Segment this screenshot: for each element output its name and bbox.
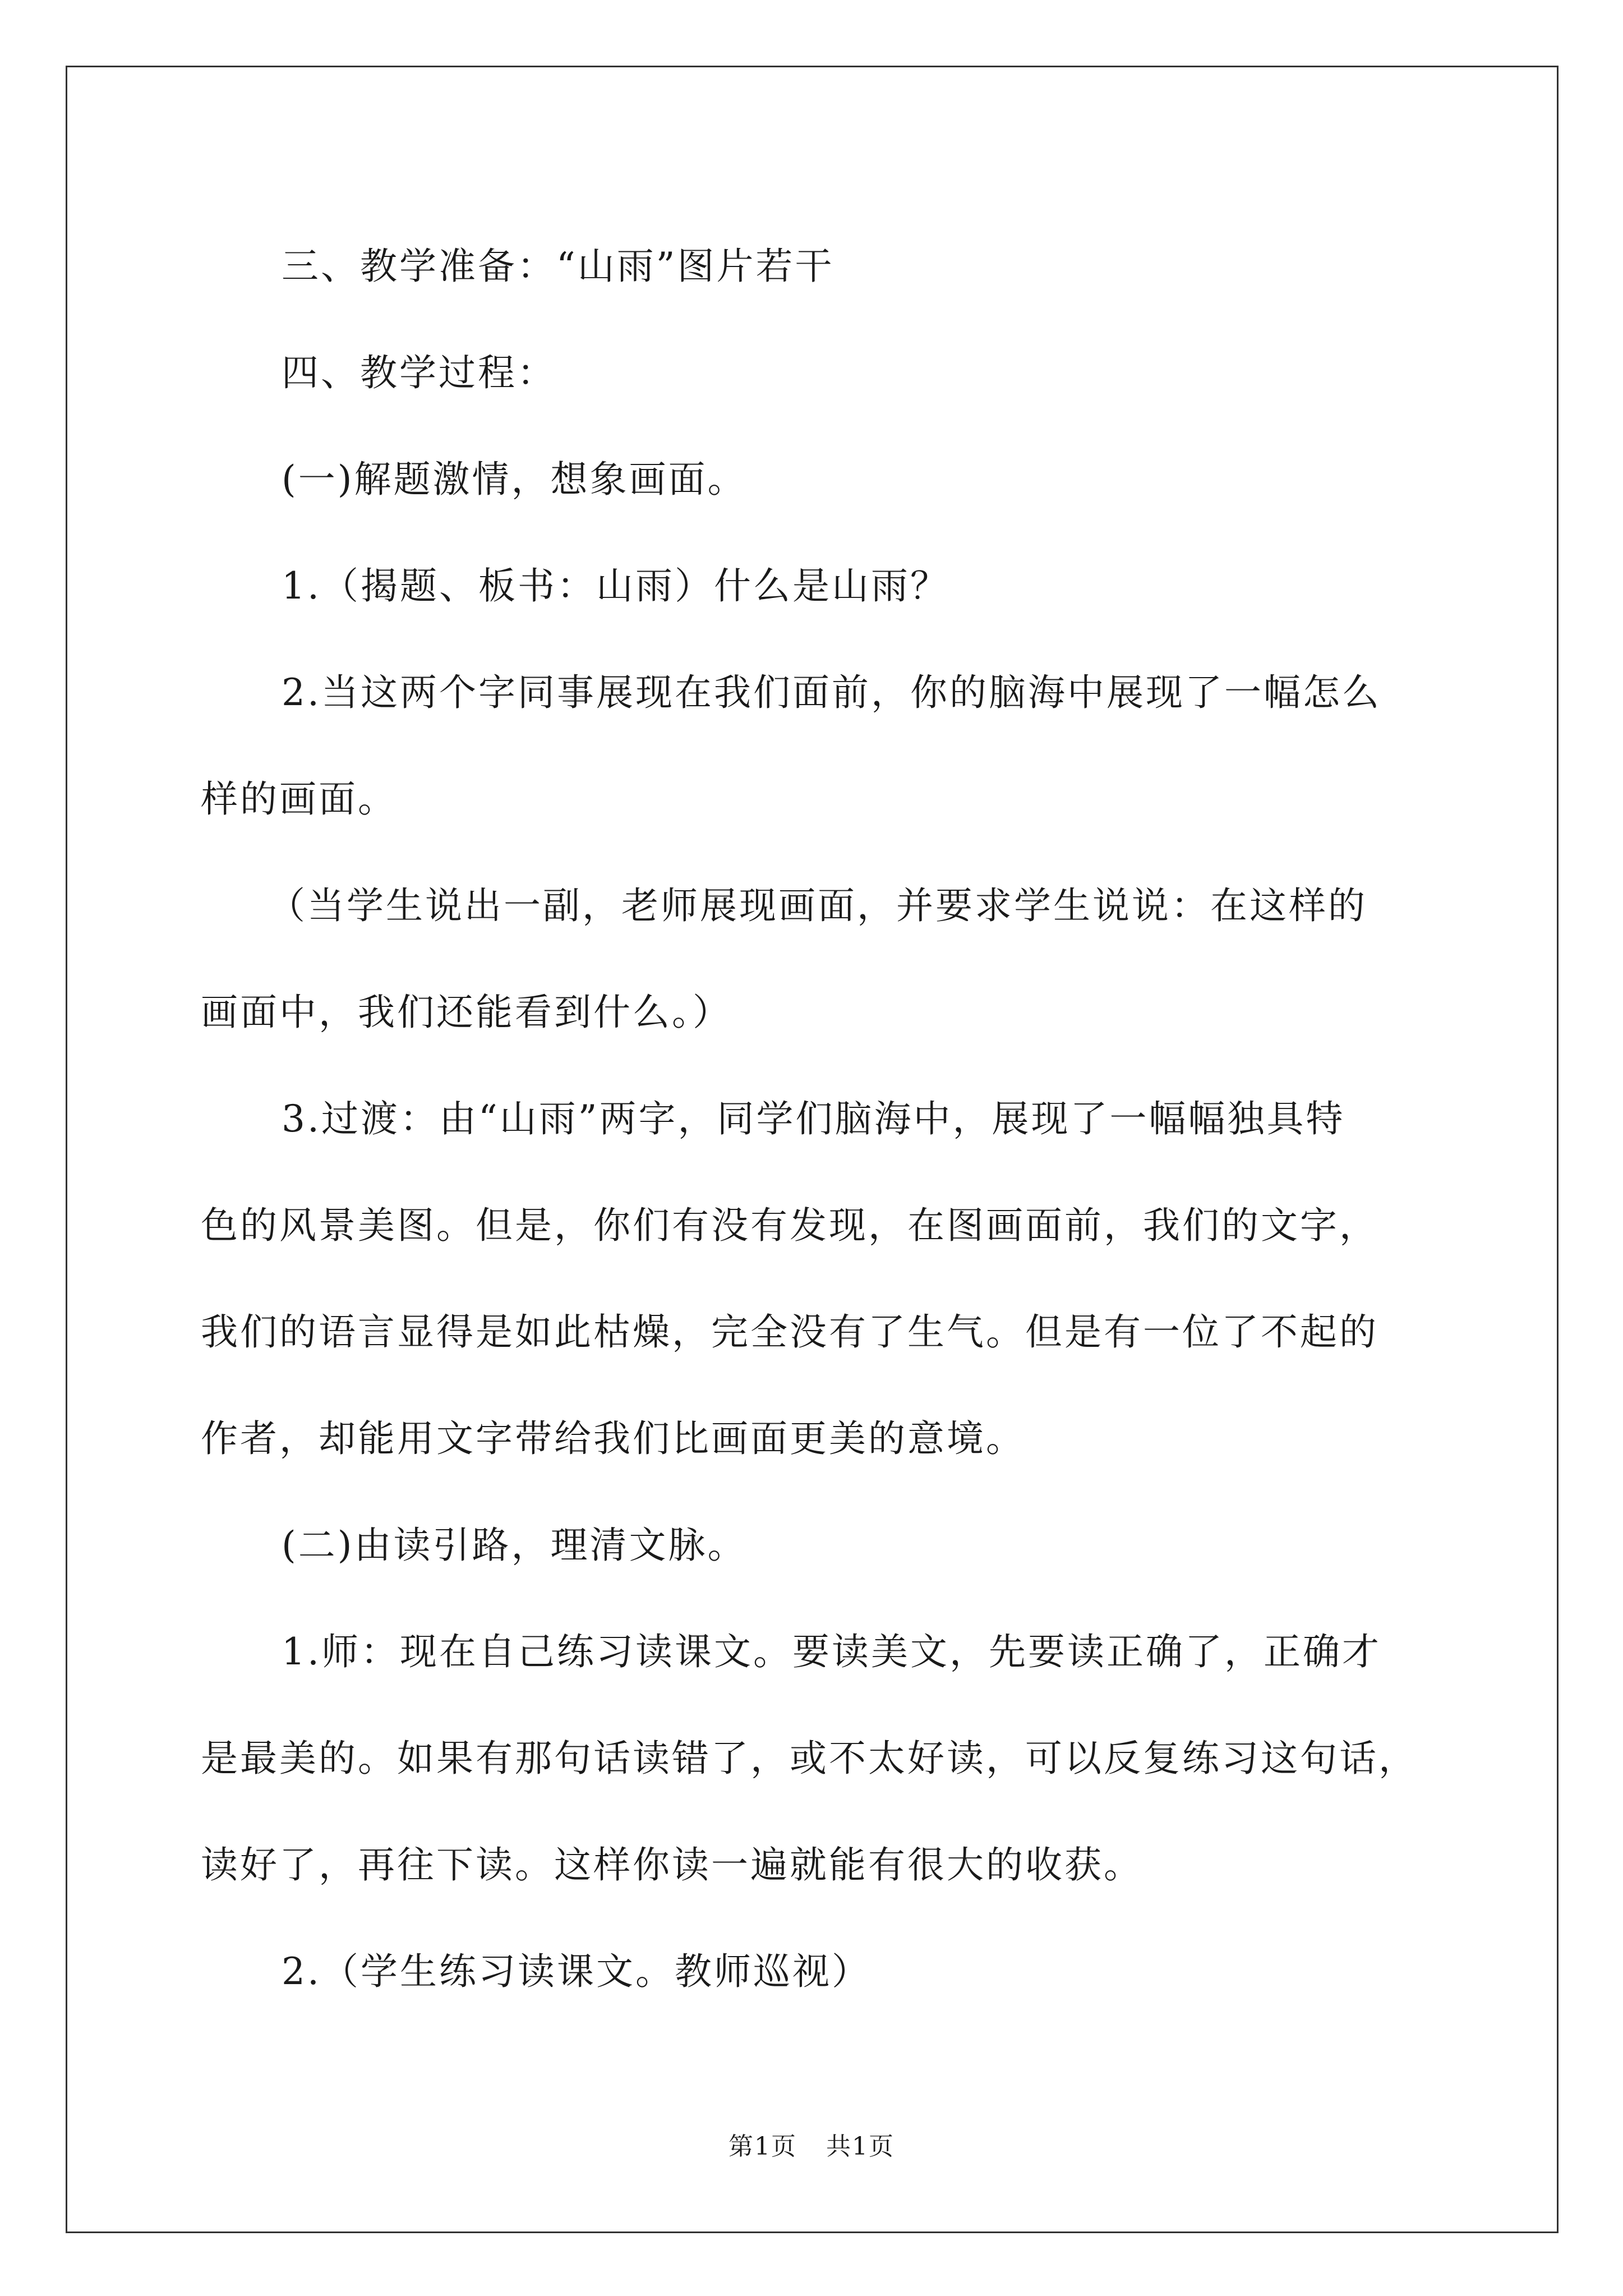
- text-line-6: 样的画面。: [201, 777, 397, 821]
- text-line-12: 作者，却能用文字带给我们比画面更美的意境。: [201, 1417, 1025, 1460]
- text-line-5: 2.当这两个字同事展现在我们面前，你的脑海中展现了一幅怎么: [282, 671, 1381, 714]
- text-line-9: 3.过渡：由“山雨”两字，同学们脑海中，展现了一幅幅独具特: [282, 1097, 1345, 1140]
- page-number: 第1页: [728, 2132, 797, 2161]
- page-total: 共1页: [826, 2132, 895, 2161]
- text-line-11: 我们的语言显得是如此枯燥，完全没有了生气。但是有一位了不起的: [201, 1310, 1378, 1354]
- text-line-1: 三、教学准备：“山雨”图片若干: [282, 245, 834, 288]
- text-line-15: 是最美的。如果有那句话读错了，或不太好读，可以反复练习这句话，: [201, 1737, 1418, 1780]
- text-line-8: 画面中，我们还能看到什么。）: [201, 991, 732, 1034]
- page-footer: [0, 2126, 1623, 2162]
- text-line-7: （当学生说出一副，老师展现画面，并要求学生说说：在这样的: [268, 884, 1367, 927]
- text-line-4: 1.（揭题、板书：山雨）什么是山雨？: [282, 564, 949, 608]
- text-line-10: 色的风景美图。但是，你们有没有发现，在图画面前，我们的文字，: [201, 1204, 1378, 1247]
- text-line-17: 2.（学生练习读课文。教师巡视）: [282, 1950, 871, 1993]
- text-line-14: 1.师：现在自己练习读课文。要读美文，先要读正确了，正确才: [282, 1630, 1381, 1673]
- text-line-13: (二)由读引路，理清文脉。: [282, 1524, 747, 1567]
- text-line-16: 读好了，再往下读。这样你读一遍就能有很大的收获。: [201, 1843, 1143, 1887]
- text-line-3: (一)解题激情，想象画面。: [282, 458, 747, 501]
- text-line-2: 四、教学过程：: [282, 351, 556, 394]
- document-body: [201, 213, 1446, 2025]
